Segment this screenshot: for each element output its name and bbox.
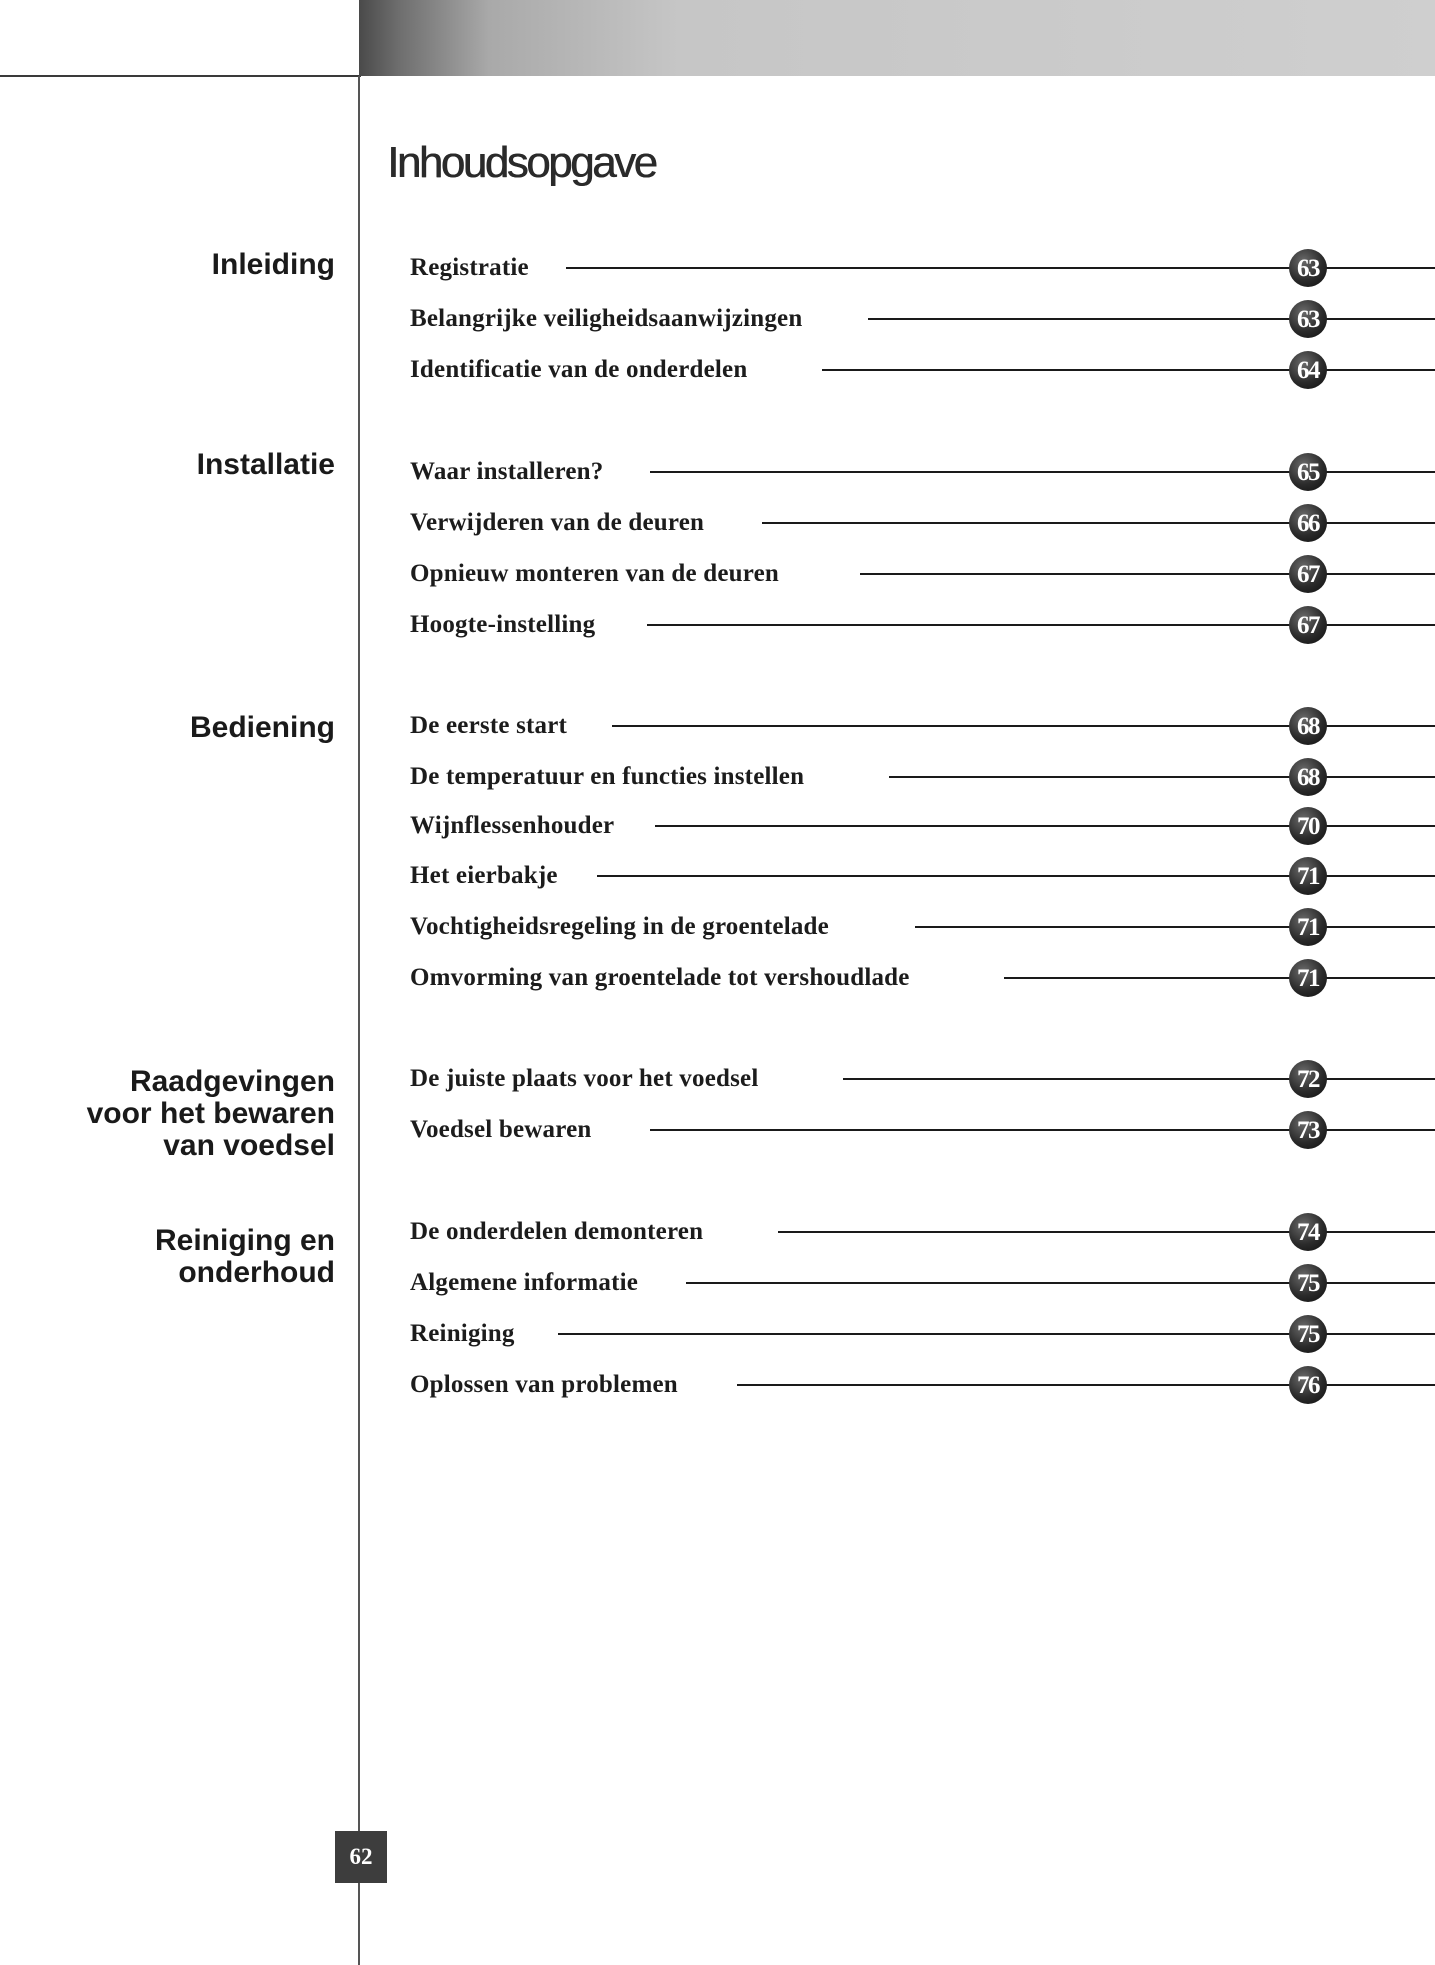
- toc-entry[interactable]: [410, 1110, 1435, 1150]
- toc-entry-label: Belangrijke veiligheidsaanwijzingen: [410, 305, 803, 332]
- toc-entry[interactable]: [410, 706, 1435, 746]
- toc-entry[interactable]: [410, 554, 1435, 594]
- top-rule: [0, 75, 361, 77]
- toc-entry[interactable]: [410, 350, 1435, 390]
- toc-entry-label: Omvorming van groentelade tot vershoudlade: [410, 964, 910, 991]
- page-number-badge: 65: [1289, 453, 1327, 491]
- toc-entry[interactable]: [410, 1365, 1435, 1405]
- page-number-badge: 71: [1289, 959, 1327, 997]
- toc-entry-label: Waar installeren?: [410, 458, 604, 485]
- section-label-bediening: [190, 712, 335, 744]
- toc-entry-label: Opnieuw monteren van de deuren: [410, 560, 780, 587]
- toc-entry-label: De juiste plaats voor het voedsel: [410, 1065, 759, 1092]
- toc-leader-line: [889, 776, 1435, 778]
- page-number-badge: 63: [1289, 300, 1327, 338]
- toc-leader-line: [1004, 977, 1435, 979]
- toc-entry-label: Identificatie van de onderdelen: [410, 356, 748, 383]
- page-number-badge: 63: [1289, 249, 1327, 287]
- toc-entry-label: Verwijderen van de deuren: [410, 509, 705, 536]
- toc-entry-label: Oplossen van problemen: [410, 1371, 678, 1398]
- section-label-line: onderhoud: [178, 1256, 335, 1289]
- section-label-raadgevingen: [87, 1066, 335, 1162]
- page-title: Inhoudsopgave: [387, 138, 656, 187]
- toc-entry[interactable]: [410, 605, 1435, 645]
- toc-entry[interactable]: [410, 806, 1435, 846]
- toc-leader-line: [843, 1078, 1435, 1080]
- toc-entry-label: Algemene informatie: [410, 1269, 639, 1296]
- page-number-badge: 75: [1289, 1315, 1327, 1353]
- toc-entry[interactable]: [410, 907, 1435, 947]
- toc-entry-label: Vochtigheidsregeling in de groentelade: [410, 913, 829, 940]
- page-number-badge: 76: [1289, 1366, 1327, 1404]
- page-number-badge: 66: [1289, 504, 1327, 542]
- section-label-reiniging: [155, 1225, 335, 1289]
- toc-entry[interactable]: [410, 1314, 1435, 1354]
- page-number-badge: 64: [1289, 351, 1327, 389]
- toc-entry[interactable]: [410, 1263, 1435, 1303]
- page-number-badge: 71: [1289, 908, 1327, 946]
- toc-entry-label: Voedsel bewaren: [410, 1116, 592, 1143]
- toc-leader-line: [822, 369, 1435, 371]
- toc-entry[interactable]: [410, 757, 1435, 797]
- page-number-badge: 71: [1289, 857, 1327, 895]
- toc-leader-line: [868, 318, 1435, 320]
- toc-entry-label: Reiniging: [410, 1320, 515, 1347]
- toc-entry[interactable]: [410, 503, 1435, 543]
- section-label-line: Reiniging en: [155, 1224, 335, 1257]
- page-number-badge: 70: [1289, 807, 1327, 845]
- toc-leader-line: [737, 1384, 1435, 1386]
- toc-entry-label: Registratie: [410, 254, 529, 281]
- section-label-line: Inleiding: [211, 248, 335, 281]
- page-number: 62: [335, 1831, 387, 1883]
- vertical-divider: [358, 76, 360, 1965]
- toc-leader-line: [778, 1231, 1435, 1233]
- section-label-line: Bediening: [189, 711, 335, 744]
- section-label-line: voor het bewaren: [86, 1097, 335, 1130]
- section-label-line: van voedsel: [163, 1129, 335, 1162]
- toc-entry[interactable]: [410, 1059, 1435, 1099]
- page-number-badge: 72: [1289, 1060, 1327, 1098]
- toc-entry[interactable]: [410, 299, 1435, 339]
- toc-entry-label: Het eierbakje: [410, 862, 558, 889]
- toc-entry-label: De eerste start: [410, 712, 568, 739]
- section-label-line: Installatie: [196, 448, 335, 481]
- toc-entry[interactable]: [410, 958, 1435, 998]
- toc-leader-line: [915, 926, 1435, 928]
- toc-entry[interactable]: [410, 248, 1435, 288]
- page-number-badge: 68: [1289, 758, 1327, 796]
- header-gradient-bar: [359, 0, 1435, 76]
- toc-leader-line: [860, 573, 1435, 575]
- page-number-badge: 74: [1289, 1213, 1327, 1251]
- section-label-line: Raadgevingen: [129, 1065, 335, 1098]
- toc-entry-label: Hoogte-instelling: [410, 611, 596, 638]
- toc-entry[interactable]: [410, 1212, 1435, 1252]
- toc-entry[interactable]: [410, 856, 1435, 896]
- toc-entry-label: Wijnflessenhouder: [410, 812, 615, 839]
- toc-entry-label: De onderdelen demonteren: [410, 1218, 704, 1245]
- page-number-badge: 75: [1289, 1264, 1327, 1302]
- page-number-badge: 67: [1289, 555, 1327, 593]
- toc-entry-label: De temperatuur en functies instellen: [410, 763, 805, 790]
- section-label-installatie: [197, 449, 335, 481]
- page-number-badge: 68: [1289, 707, 1327, 745]
- section-label-inleiding: [212, 249, 335, 281]
- toc-leader-line: [762, 522, 1435, 524]
- toc-entry[interactable]: [410, 452, 1435, 492]
- page-number-badge: 73: [1289, 1111, 1327, 1149]
- page-number-badge: 67: [1289, 606, 1327, 644]
